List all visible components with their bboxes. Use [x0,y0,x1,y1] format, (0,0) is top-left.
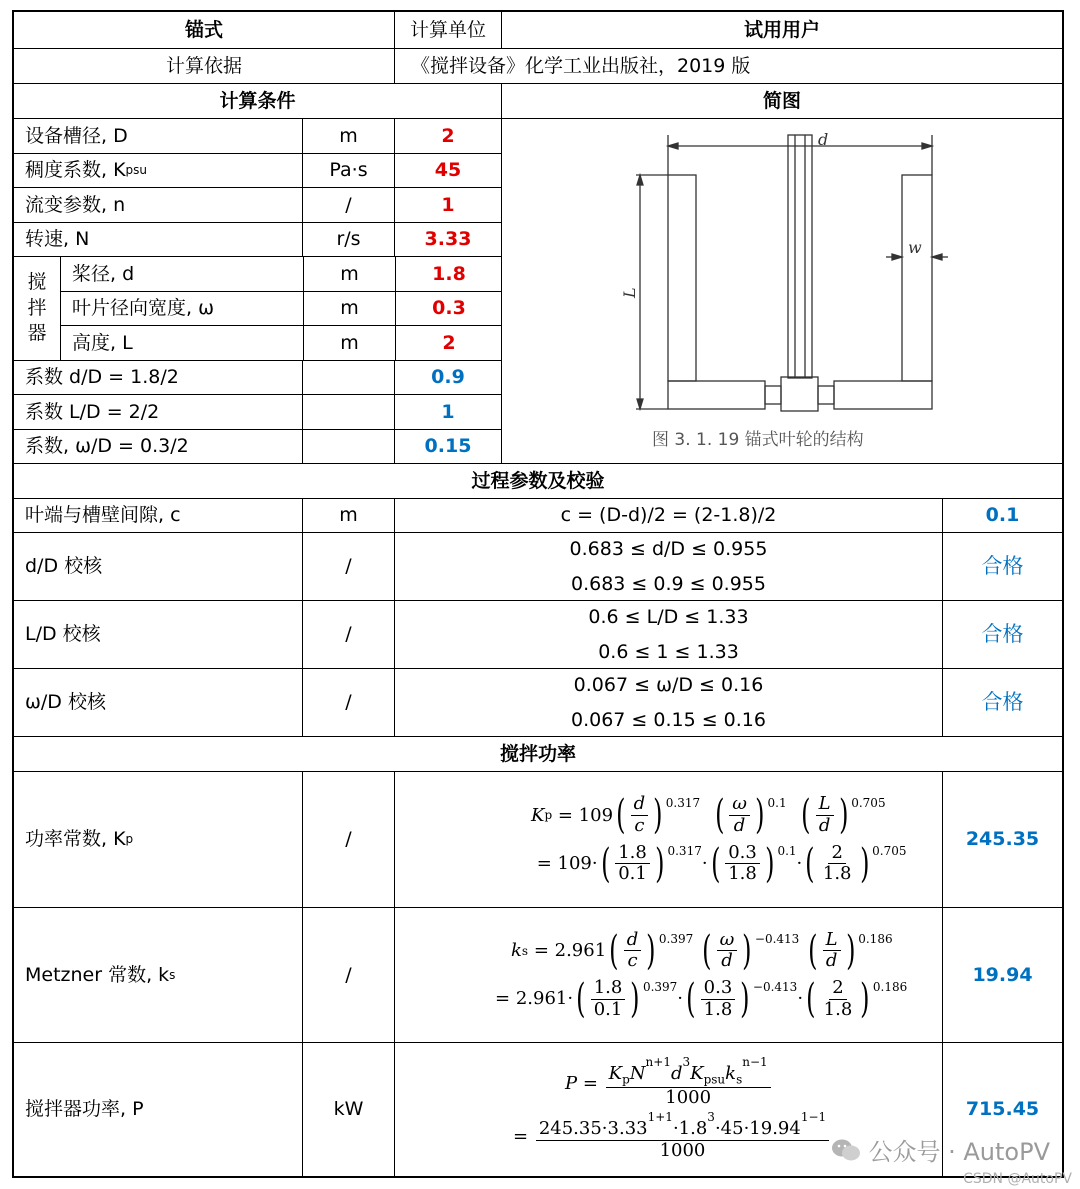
process-row-wD [14,668,1062,736]
p-formula-line1: P = $K_pN^{n+1}d^3K_{psu}k_s^{n-1}$ 1000 [513,1058,773,1109]
cond-name: 系数, ω/D = 0.3/2 [25,435,189,458]
power-row-ks [14,907,1062,1042]
cond-value: 3.33 [394,223,501,256]
kp-name: 功率常数, K p [25,828,134,851]
power-title: 搅拌功率 [499,742,576,765]
ks-formula [394,908,942,1042]
ks-result: 19.94 [942,908,1062,1042]
diagram-title: 简图 [501,84,1062,118]
conditions-title: 计算条件 [219,89,296,112]
ks-name: Metzner 常数, k s [25,963,176,986]
watermark-csdn: CSDN @AutoPV [963,1171,1072,1187]
p-name: 搅拌器功率, P [25,1098,144,1121]
watermark: 公众号 · AutoPV [831,1132,1051,1167]
process-name: d/D 校核 [25,555,103,578]
process-name: ω/D 校核 [25,691,106,714]
cond-row-d [60,256,501,291]
process-unit: / [302,601,394,668]
process-title: 过程参数及校验 [471,469,605,492]
ks-formula-line2: = 2.961 · ( 1.8 0.1 ) $^{0.397}$ · ( 0.3 1.8 ) $^{-0.413}$ · ( 2 1.8 ) $^{0.186}$ [495,976,908,1023]
p-formula-line2: = $245.35\cdot 3.33^{1+1}\cdot 1.8^3\cdot 45\cdot 19.94^{1-1}$ 1000 [513,1113,831,1161]
basis-label: 计算依据 [165,54,242,77]
cond-value: 0.3 [395,292,502,325]
cond-row-LD [14,394,501,429]
cond-value: 1 [394,188,501,222]
diagram-caption: 图 3. 1. 19 锚式叶轮的结构 [652,430,864,450]
process-unit: / [302,669,394,736]
kp-formula-line1: K p = 109 ( d c ) $^{0.317}$ ( ω d ) $^{0.1}$ ( L d ) $^{0.705}$ [531,792,886,839]
cond-unit: m [302,119,394,153]
power-row-kp [14,771,1062,907]
process-unit: m [302,499,394,532]
cond-name: 桨径, d [72,262,135,285]
process-formula: 0.683 ≤ d/D ≤ 0.955 0.683 ≤ 0.9 ≤ 0.955 [394,533,942,600]
diagram-l-label: L [620,287,639,298]
cond-value: 0.9 [394,361,501,394]
cond-row-n [14,187,501,222]
cond-name: 稠度系数, K psu [25,159,148,182]
cond-row-N [14,222,501,256]
p-unit: kW [302,1043,394,1176]
process-result: 合格 [942,533,1062,600]
kp-formula [394,772,942,907]
kp-result: 245.35 [942,772,1062,907]
process-result: 合格 [942,601,1062,668]
cond-value: 0.15 [394,430,501,463]
p-result: 715.45 [942,1043,1062,1176]
cond-value: 1 [394,395,501,429]
cond-value: 45 [394,154,501,187]
basis-row [14,48,1062,83]
cond-row-Kpsu [14,153,501,187]
cond-value: 1.8 [395,257,502,291]
process-formula: 0.067 ≤ ω/D ≤ 0.16 0.067 ≤ 0.15 ≤ 0.16 [394,669,942,736]
ks-unit: / [302,908,394,1042]
diagram-w-label: w [908,238,922,257]
anchor-diagram-cell [501,118,1062,463]
process-row-dD [14,532,1062,600]
anchor-type-title: 锚式 [184,18,223,41]
cond-unit: Pa·s [302,154,394,187]
cond-row-dD [14,360,501,394]
cond-name: 高度, L [72,331,133,354]
cond-row-wD [14,429,501,463]
cond-value: 2 [395,326,502,360]
cond-name: 系数 L/D = 2/2 [25,400,160,423]
cond-unit-empty [302,361,394,394]
basis-value: 《搅拌设备》化学工业出版社，2019 版 [394,49,1062,83]
anchor-impeller-diagram [502,119,1061,462]
process-result: 合格 [942,669,1062,736]
kp-formula-line2: = 109 · ( 1.8 0.1 ) $^{0.317}$ · ( 0.3 1.8 ) $^{0.1}$ · ( 2 1.8 ) $^{0.705}$ [531,840,907,887]
cond-unit: m [303,326,395,360]
agitator-group-label: 搅 拌 器 [14,256,60,360]
cond-unit-empty [302,395,394,429]
cond-name: 流变参数, n [25,193,126,216]
cond-name: 叶片径向宽度, ω [72,297,214,320]
header-row [14,12,1062,48]
calc-unit-label: 计算单位 [394,12,501,48]
cond-row-D [14,118,501,153]
calc-sheet [12,10,1064,1178]
process-row-LD [14,600,1062,668]
cond-name: 转速, N [25,228,90,251]
process-result: 0.1 [942,499,1062,532]
process-row-c [14,498,1062,532]
cond-value: 2 [394,119,501,153]
ks-formula-line1: k s = 2.961 ( d c ) $^{0.397}$ ( ω d ) $^{-0.413}$ ( L d ) $^{0.186}$ [511,927,893,974]
process-title-row [14,463,1062,498]
kp-unit: / [302,772,394,907]
cond-unit: / [302,188,394,222]
process-name: L/D 校核 [25,623,101,646]
power-title-row [14,736,1062,771]
process-unit: / [302,533,394,600]
cond-name: 设备槽径, D [25,124,128,147]
cond-unit-empty [302,430,394,463]
user-label: 试用用户 [501,12,1062,48]
cond-unit: m [303,257,395,291]
process-formula: c = (D-d)/2 = (2-1.8)/2 [394,499,942,532]
process-formula: 0.6 ≤ L/D ≤ 1.33 0.6 ≤ 1 ≤ 1.33 [394,601,942,668]
wechat-icon [831,1137,861,1163]
cond-unit: m [303,292,395,325]
cond-name: 系数 d/D = 1.8/2 [25,366,179,389]
cond-row-L [60,325,501,360]
diagram-d-label: d [818,130,829,149]
conditions-title-row [14,83,1062,118]
cond-unit: r/s [302,223,394,256]
cond-row-w [60,291,501,325]
process-name: 叶端与槽壁间隙, c [25,504,181,527]
